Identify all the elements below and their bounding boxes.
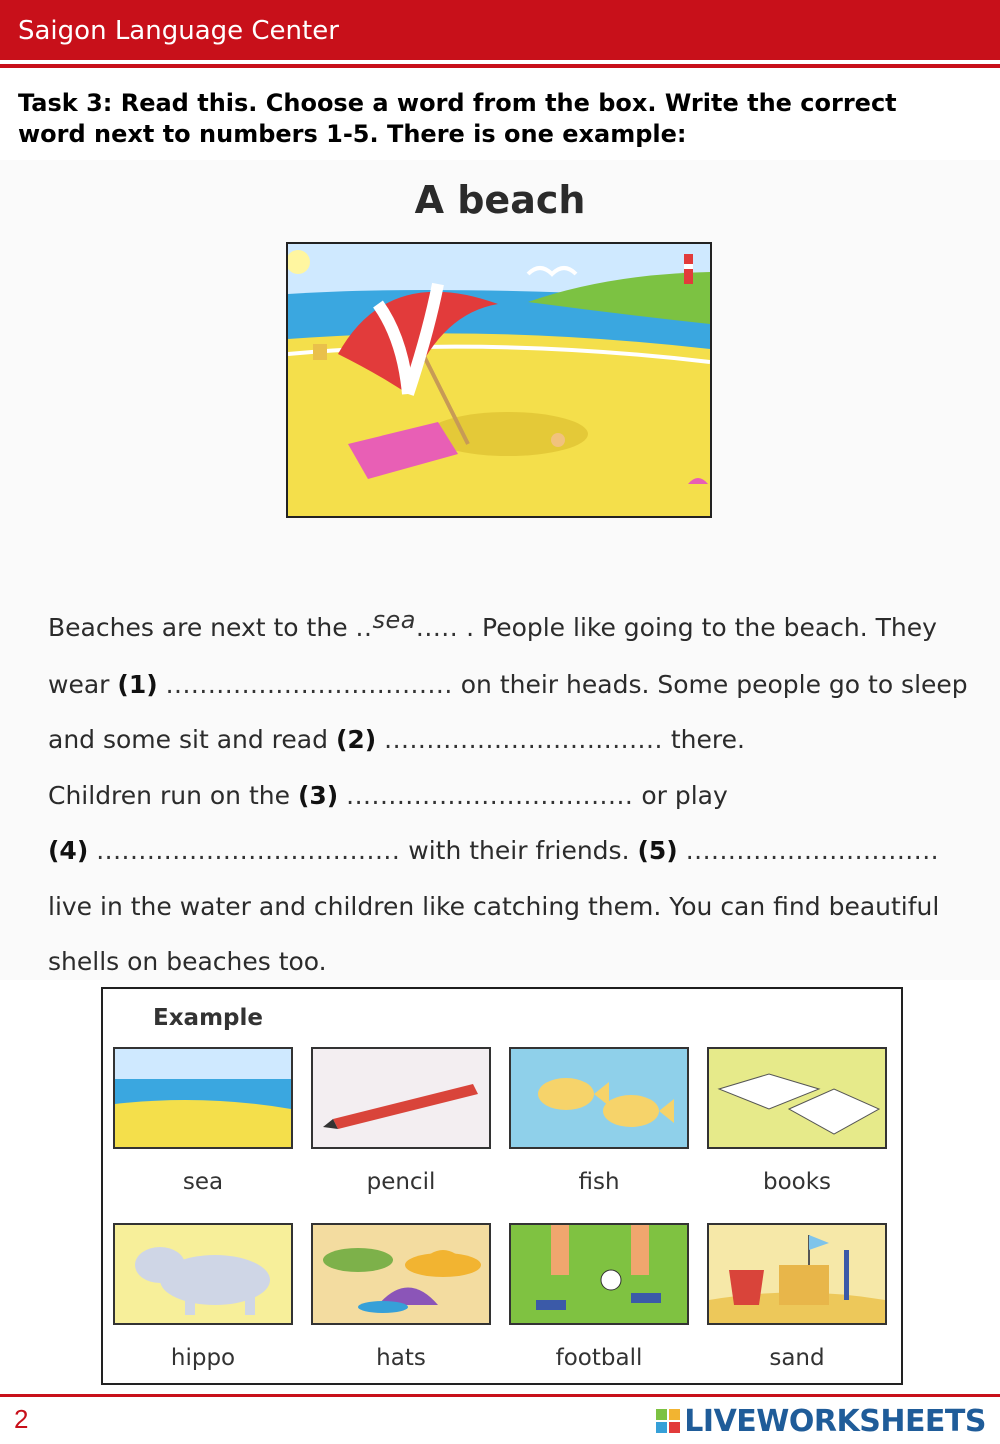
blank-number-5: (5)	[637, 836, 678, 865]
books-picture-icon	[707, 1047, 887, 1149]
passage-line-6: live in the water and children like catching them. You can find beautiful	[48, 891, 940, 921]
hats-picture-icon	[311, 1223, 491, 1325]
word-label-books: books	[762, 1169, 832, 1195]
passage-line-1: Beaches are next to the ..sea..... . People like going to the beach. They	[48, 606, 937, 642]
word-label-fish: fish	[578, 1169, 620, 1195]
hippo-picture-icon	[113, 1223, 293, 1325]
blank-number-1: (1)	[117, 669, 158, 699]
answer-blank-5[interactable]: ..............................	[685, 836, 940, 865]
example-answer: sea	[372, 606, 416, 634]
liveworksheets-mark-icon	[656, 1409, 680, 1433]
answer-blank-2[interactable]: .................................	[384, 725, 663, 754]
blank-number-2: (2)	[335, 725, 377, 754]
passage-line-5: (4) .................................... with their friends. (5) ..............................	[48, 836, 940, 865]
blank-number-3: (3)	[297, 780, 339, 810]
example-blank: ..sea.....	[355, 606, 459, 642]
answer-blank-4[interactable]: ....................................	[96, 836, 401, 865]
word-box	[101, 987, 903, 1385]
word-label-sand: sand	[769, 1345, 825, 1371]
task-instructions: Task 3: Read this. Choose a word from the box. Write the correct word next to numbers 1-5. There is one example:	[18, 89, 897, 148]
footer-divider	[0, 1394, 1000, 1397]
answer-blank-1[interactable]: ..................................	[165, 669, 453, 699]
sea-picture-icon	[113, 1047, 293, 1149]
word-label-pencil: pencil	[366, 1169, 436, 1195]
answer-blank-3[interactable]: ..................................	[346, 780, 634, 810]
beach-illustration	[286, 242, 712, 518]
word-label-sea: sea	[182, 1169, 224, 1195]
page-number: 2	[14, 1404, 29, 1434]
example-label: Example	[153, 1005, 263, 1031]
passage-line-4: Children run on the (3) .................................. or play	[48, 780, 728, 810]
passage-line-2: wear (1) .................................. on their heads. Some people go to sleep	[48, 669, 968, 699]
passage-line-7: shells on beaches too.	[48, 947, 327, 976]
word-label-hats: hats	[376, 1345, 426, 1371]
sand-picture-icon	[707, 1223, 887, 1325]
header-title: Saigon Language Center	[18, 16, 339, 46]
pencil-picture-icon	[311, 1047, 491, 1149]
section-title: A beach	[414, 178, 586, 222]
football-picture-icon	[509, 1223, 689, 1325]
fish-picture-icon	[509, 1047, 689, 1149]
blank-number-4: (4)	[48, 836, 89, 865]
brand-name: LIVEWORKSHEETS	[684, 1404, 986, 1439]
word-label-hippo: hippo	[170, 1345, 236, 1371]
reading-passage	[48, 600, 968, 990]
liveworksheets-logo[interactable]	[656, 1404, 986, 1439]
header-bar	[0, 0, 1000, 64]
header-divider	[0, 64, 1000, 68]
passage-line-3: and some sit and read (2) ................................. there.	[48, 725, 745, 754]
word-label-football: football	[555, 1345, 643, 1371]
